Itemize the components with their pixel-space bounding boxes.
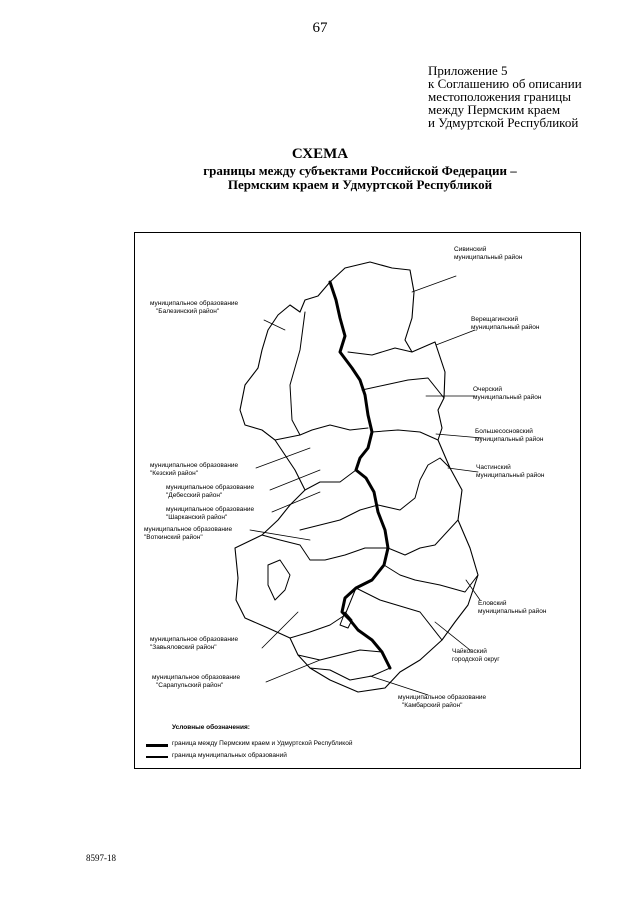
label-sarapulsky [152,674,240,690]
document-code: 8597-18 [86,853,116,863]
label-line: муниципальный район [454,254,523,261]
label-votkinsky [144,526,232,542]
label-kezsky [150,462,238,478]
label-line: Сивинский [454,246,487,253]
label-line: муниципальный район [473,394,542,401]
label-line: муниципальный район [471,324,540,331]
label-line: "Воткинский район" [144,534,203,541]
appendix-line: и Удмуртской Республикой [428,115,579,130]
label-line: муниципальный район [476,472,545,479]
label-sharkansky [166,506,254,522]
label-line: Очерский [473,386,503,393]
label-line: муниципальное образование [152,674,241,681]
label-balezinsky [150,300,238,316]
page-number: 67 [312,20,328,36]
label-line: муниципальное образование [398,694,487,701]
legend-title: Условные обозначения: [172,724,250,731]
legend-label: граница между Пермским краем и Удмуртской Республикой [172,740,353,747]
label-line: муниципальное образование [166,506,255,513]
label-elovsky [478,600,546,616]
municipal-borders [262,312,478,680]
label-sivinsky [454,246,522,262]
appendix-line: местоположения границы [428,89,571,104]
appendix-line: между Пермским краем [428,102,561,117]
subtitle-line: границы между субъектами Российской Федерации – [203,163,517,178]
label-line: Верещагинский [471,316,519,323]
label-line: "Кезский район" [150,470,199,477]
label-line: городской округ [452,656,500,663]
label-bolsheosovsky [475,428,543,444]
label-line: "Балезинский район" [156,308,220,315]
label-line: муниципальное образование [150,462,239,469]
label-line: "Завьяловский район" [150,644,217,651]
subtitle-line: Пермским краем и Удмуртской Республикой [227,177,493,192]
label-line: Большесосновский [475,428,533,435]
label-line: "Камбарский район" [402,702,463,709]
label-zavyalovsky [150,636,238,652]
republic-border [330,282,390,668]
label-line: "Шарканский район" [166,514,228,521]
label-line: "Дебесский район" [166,492,223,499]
legend-thin-line-icon [146,756,168,758]
label-line: Чайковский [452,648,487,655]
label-kambarsky [398,694,486,710]
label-line: Частинский [476,464,511,471]
label-chastinsky [476,464,544,480]
scheme-title: СХЕМА [291,146,349,162]
appendix-line: к Соглашению об описании [428,76,582,91]
label-line: муниципальное образование [166,484,255,491]
legend-label: граница муниципальных образований [172,752,287,759]
label-ochersky [473,386,541,402]
label-chaikovsky [452,648,500,664]
legend-thick-line-icon [146,744,168,747]
label-line: Еловский [478,600,507,607]
leader-lines [250,276,482,695]
label-debessky [166,484,254,500]
label-vereshchaginsky [471,316,539,332]
label-line: муниципальное образование [144,526,233,533]
label-line: муниципальное образование [150,636,239,643]
label-line: муниципальный район [475,436,544,443]
appendix-line: Приложение 5 [428,63,508,78]
label-line: муниципальный район [478,608,547,615]
label-line: "Сарапульский район" [156,682,224,689]
label-line: муниципальное образование [150,300,239,307]
